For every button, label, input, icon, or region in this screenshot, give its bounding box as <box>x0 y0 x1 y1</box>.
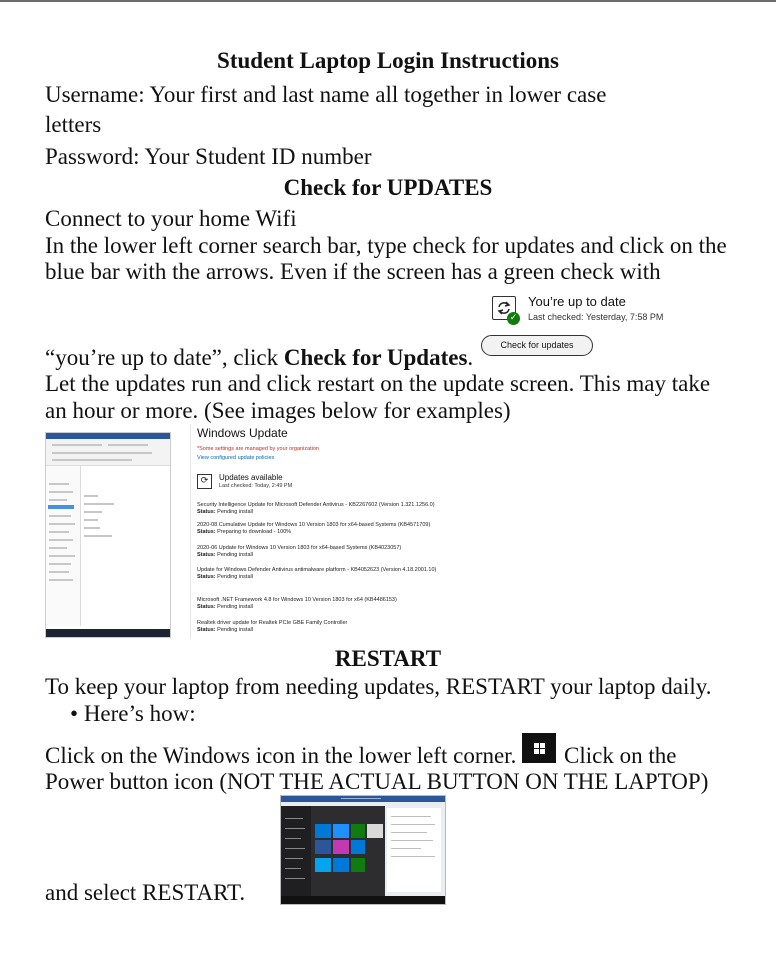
check-updates-heading: Check for UPDATES <box>283 175 493 200</box>
page-title: Student Laptop Login Instructions <box>217 48 559 73</box>
status-label: Status: <box>197 627 216 633</box>
start-menu-screenshot <box>280 795 446 905</box>
update-name: Microsoft .NET Framework 4.8 for Windows 10 Version 1803 for x64 (KB4486153) <box>197 597 397 603</box>
quote-text: “you’re up to date”, click <box>45 345 284 370</box>
password-line: Password: Your Student ID number <box>45 144 372 169</box>
search-instruction-line-2: blue bar with the arrows. Even if the screen has a green check with <box>45 259 661 284</box>
update-status: Pending install <box>217 574 253 580</box>
update-status: Pending install <box>217 509 253 515</box>
update-item <box>197 502 459 516</box>
windows-update-title: Windows Update <box>197 426 288 440</box>
up-to-date-last-checked: Last checked: Yesterday, 7:58 PM <box>528 312 664 322</box>
update-status: Pending install <box>217 604 253 610</box>
status-label: Status: <box>197 529 216 535</box>
policies-link[interactable]: View configured update policies <box>197 455 275 461</box>
green-check-icon: ✓ <box>507 312 520 325</box>
quote-line <box>45 344 473 372</box>
update-name: Security Intelligence Update for Microsoft Defender Antivirus - KB2267602 (Version 1.321.1256.0) <box>197 502 435 508</box>
update-status: Pending install <box>217 552 253 558</box>
bullet-item <box>70 700 196 728</box>
search-instruction-line-1: In the lower left corner search bar, type check for updates and click on the <box>45 233 727 258</box>
username-line-2: letters <box>45 112 102 137</box>
wifi-line: Connect to your home Wifi <box>45 206 297 231</box>
update-name: 2020-08 Cumulative Update for Windows 10 Version 1803 for x64-based Systems (KB4571709) <box>197 522 431 528</box>
username-line-1: Username: Your first and last name all together in lower case <box>45 82 607 107</box>
update-item <box>197 522 459 536</box>
restart-heading: RESTART <box>334 646 442 671</box>
power-button-line: Power button icon (NOT THE ACTUAL BUTTON ON THE LAPTOP) <box>45 769 709 794</box>
bullet-text: Here’s how: <box>83 701 196 726</box>
click-on-the-text: Click on the <box>564 743 677 768</box>
check-for-updates-bold: Check for Updates <box>283 345 468 370</box>
up-to-date-title: You’re up to date <box>528 294 626 309</box>
run-updates-line-2: an hour or more. (See images below for examples) <box>45 398 511 423</box>
update-name: Update for Windows Defender Antivirus antimalware platform - KB4052623 (Version 4.18.2001.10) <box>197 567 437 573</box>
check-for-updates-button[interactable]: Check for updates <box>481 335 593 356</box>
status-label: Status: <box>197 604 216 610</box>
update-status: Preparing to download - 100% <box>217 529 292 535</box>
status-label: Status: <box>197 574 216 580</box>
status-label: Status: <box>197 509 216 515</box>
quote-end: . <box>467 345 474 370</box>
update-item <box>197 597 459 611</box>
windows-update-screenshot <box>190 424 461 639</box>
settings-screenshot-thumbnail <box>45 432 171 638</box>
update-name: 2020-06 Update for Windows 10 Version 1803 for x64-based Systems (KB4023057) <box>197 545 402 551</box>
click-windows-line: Click on the Windows icon in the lower left corner. <box>45 743 517 768</box>
bullet-marker: • <box>70 701 79 726</box>
top-border <box>0 0 776 2</box>
update-item <box>197 545 459 559</box>
update-name: Realtek driver update for Realtek PCIe GBE Family Controller <box>197 620 348 626</box>
run-updates-line-1: Let the updates run and click restart on the update screen. This may take <box>45 371 711 396</box>
managed-notice: *Some settings are managed by your organization <box>197 446 319 452</box>
updates-available-title: Updates available <box>219 473 283 482</box>
update-item <box>197 567 437 581</box>
updates-last-checked: Last checked: Today, 2:49 PM <box>219 483 293 489</box>
windows-logo-icon <box>522 733 556 763</box>
update-status: Pending install <box>217 627 253 633</box>
status-label: Status: <box>197 552 216 558</box>
update-item <box>197 620 459 634</box>
update-sync-icon: ⟳ <box>197 474 212 489</box>
select-restart-line: and select RESTART. <box>45 880 246 905</box>
daily-restart-line: To keep your laptop from needing updates, RESTART your laptop daily. <box>45 674 712 699</box>
